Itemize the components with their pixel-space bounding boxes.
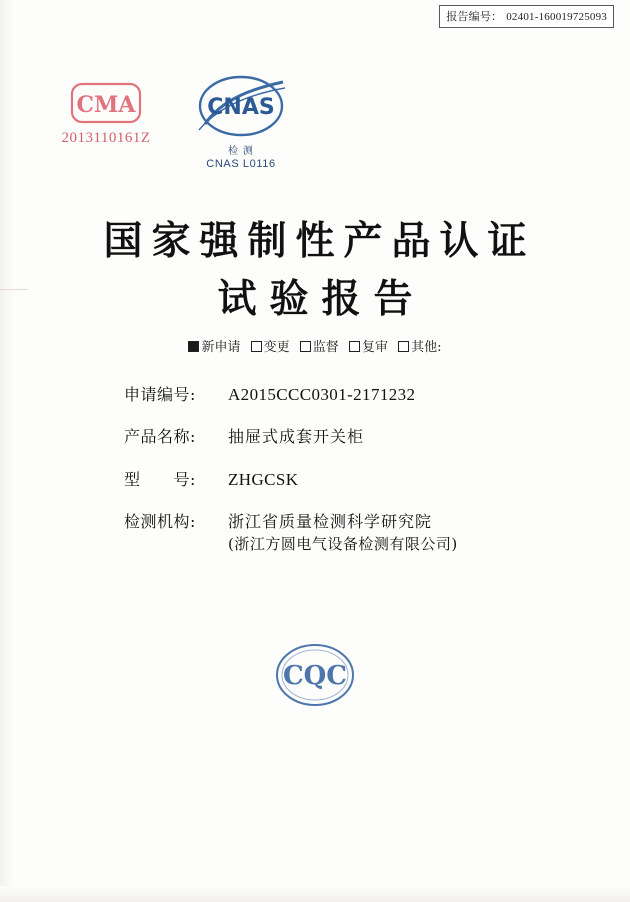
svg-text:CQC: CQC [282,661,348,691]
checkbox-item-2[interactable] [300,336,339,355]
checkbox-label-2: 监督 [312,340,339,355]
field-label-product-name: 产品名称: [124,427,196,446]
checkbox-item-0[interactable] [188,336,240,355]
cqc-icon [269,636,361,714]
checkbox-item-3[interactable] [349,336,388,355]
checkbox-box-1[interactable] [251,341,262,352]
checkbox-box-4[interactable] [398,341,409,352]
field-label-application-number: 申请编号: [124,385,196,404]
cma-icon [70,82,142,124]
cnas-mark-group [176,72,306,170]
report-number-label: 报告编号： [446,11,503,23]
cnas-code: CNAS L0116 [206,158,276,170]
field-value-testing-organization-secondary: (浙江方圆电气设备检测有限公司) [228,535,458,553]
field-model [124,471,564,488]
report-fields [124,386,564,578]
report-number-value: 02401-160019725093 [506,11,607,23]
page-title-line2: 试验报告 [217,276,426,322]
field-application-number [124,386,564,403]
field-value-application-number: A2015CCC0301-2171232 [228,385,416,404]
field-product-name [124,429,564,445]
checkbox-label-3: 复审 [361,340,388,355]
cma-mark-group [46,82,166,147]
field-label-model: 型 号: [124,470,196,489]
checkbox-item-4[interactable] [398,336,441,355]
field-testing-organization [124,514,564,552]
checkbox-box-0[interactable] [188,341,199,352]
checkbox-box-3[interactable] [349,341,360,352]
svg-text:CNAS: CNAS [207,95,275,120]
certification-marks [0,78,630,188]
field-value-testing-organization: 浙江省质量检测科学研究院 [228,512,433,531]
cqc-mark-group [0,636,630,714]
checkbox-item-1[interactable] [251,336,290,355]
report-number-box [439,5,614,28]
cnas-subtitle: 检 测 [228,146,254,157]
checkbox-label-0: 新申请 [201,340,241,355]
scan-edge-bottom [0,886,630,902]
cnas-icon [189,72,293,148]
field-value-product-name: 抽屉式成套开关柜 [228,427,365,446]
field-label-testing-organization: 检测机构: [124,512,196,531]
checkbox-label-4: 其他: [411,340,442,355]
field-value-model: ZHGCSK [228,470,299,489]
cma-code: 2013110161Z [61,130,151,146]
page-title-line1: 国家强制性产品认证 [103,218,536,264]
checkbox-box-2[interactable] [300,341,311,352]
application-type-row [0,336,630,355]
checkbox-label-1: 变更 [263,340,290,355]
svg-text:CMA: CMA [76,92,136,118]
field-value-group-testing-organization [228,514,458,552]
